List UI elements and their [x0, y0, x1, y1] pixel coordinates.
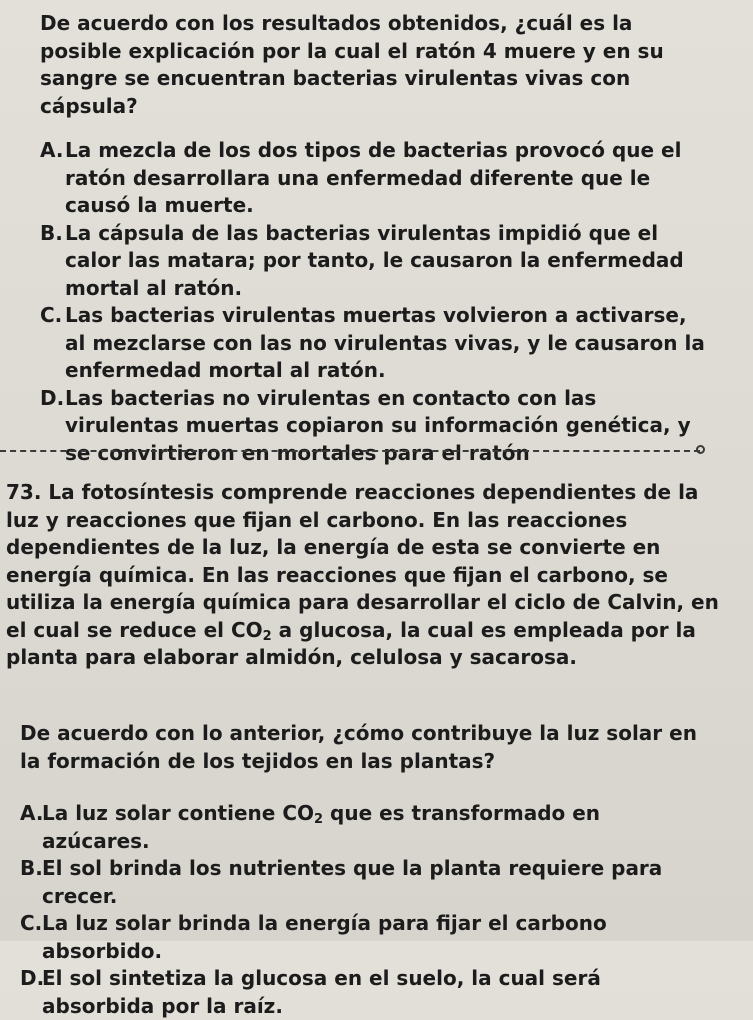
question-number: 73.: [6, 480, 42, 504]
option-text: El sol sintetiza la glucosa en el suelo, la cual será absorbida por la raíz.: [42, 966, 601, 1018]
question-73-options: [20, 800, 713, 1020]
option-text: La luz solar brinda la energía para fijar el carbono absorbido.: [42, 911, 607, 963]
option-text: La luz solar contiene $CO_2$ que es transformado en azúcares.: [42, 801, 601, 853]
question-prev-options: [40, 137, 713, 467]
option-b[interactable]: [20, 855, 713, 910]
option-text: El sol brinda los nutrientes que la planta requiere para crecer.: [42, 856, 663, 908]
cut-line-end-marker: [696, 445, 705, 454]
option-text: Las bacterias virulentas muertas volvieron a activarse, al mezclarse con las no virulentas vivas, y le causaron la enfermedad mortal al ratón.: [65, 303, 705, 382]
option-letter: B.: [40, 220, 63, 245]
context-text-1: La fotosíntesis comprende reacciones dependientes de la luz y reacciones que fijan el carbono. En las reacciones dependientes de la luz, la energía de esta se convierte en energía química. En las reacciones que fijan el carbono, se utiliza la energía química para desarrollar el ciclo de Calvin, en el cual se reduce el: [6, 480, 719, 642]
context-text-2: a glucosa, la cual es empleada por la planta para elaborar almidón, celulosa y sacarosa.: [6, 617, 696, 669]
option-letter: B.: [20, 856, 43, 880]
option-text: La mezcla de los dos tipos de bacterias provocó que el ratón desarrollara una enfermedad diferente que le causó la muerte.: [65, 138, 682, 217]
option-b[interactable]: [40, 220, 713, 303]
question-prev-stem: De acuerdo con los resultados obtenidos, ¿cuál es la posible explicación por la cual el ratón 4 muere y en su sangre se encuentran bacterias virulentas vivas con cápsula?: [40, 11, 664, 118]
option-text: Las bacterias no virulentas en contacto con las virulentas muertas copiaron su información genética, y se convirtieron en mortales para el ratón: [65, 385, 691, 465]
option-letter: C.: [40, 303, 63, 327]
option-letter: D.: [20, 966, 45, 990]
option-a[interactable]: [40, 137, 713, 220]
question-73-context: [6, 479, 723, 672]
option-letter: A.: [20, 801, 44, 825]
cut-line-divider: [0, 450, 700, 452]
option-letter: C.: [20, 911, 43, 935]
option-d[interactable]: [20, 965, 713, 1020]
question-73-prompt: De acuerdo con lo anterior, ¿cómo contribuye la luz solar en la formación de los tejidos en las plantas?: [20, 721, 697, 773]
option-letter: A.: [40, 138, 64, 162]
option-letter: D.: [40, 385, 65, 410]
option-c[interactable]: [20, 910, 713, 965]
option-text: La cápsula de las bacterias virulentas impidió que el calor las matara; por tanto, le causaron la enfermedad mortal al ratón.: [65, 220, 684, 300]
co2-formula: $CO_2$: [230, 617, 272, 644]
option-c[interactable]: [40, 302, 713, 385]
option-a[interactable]: [20, 800, 713, 855]
option-d[interactable]: [40, 385, 713, 468]
